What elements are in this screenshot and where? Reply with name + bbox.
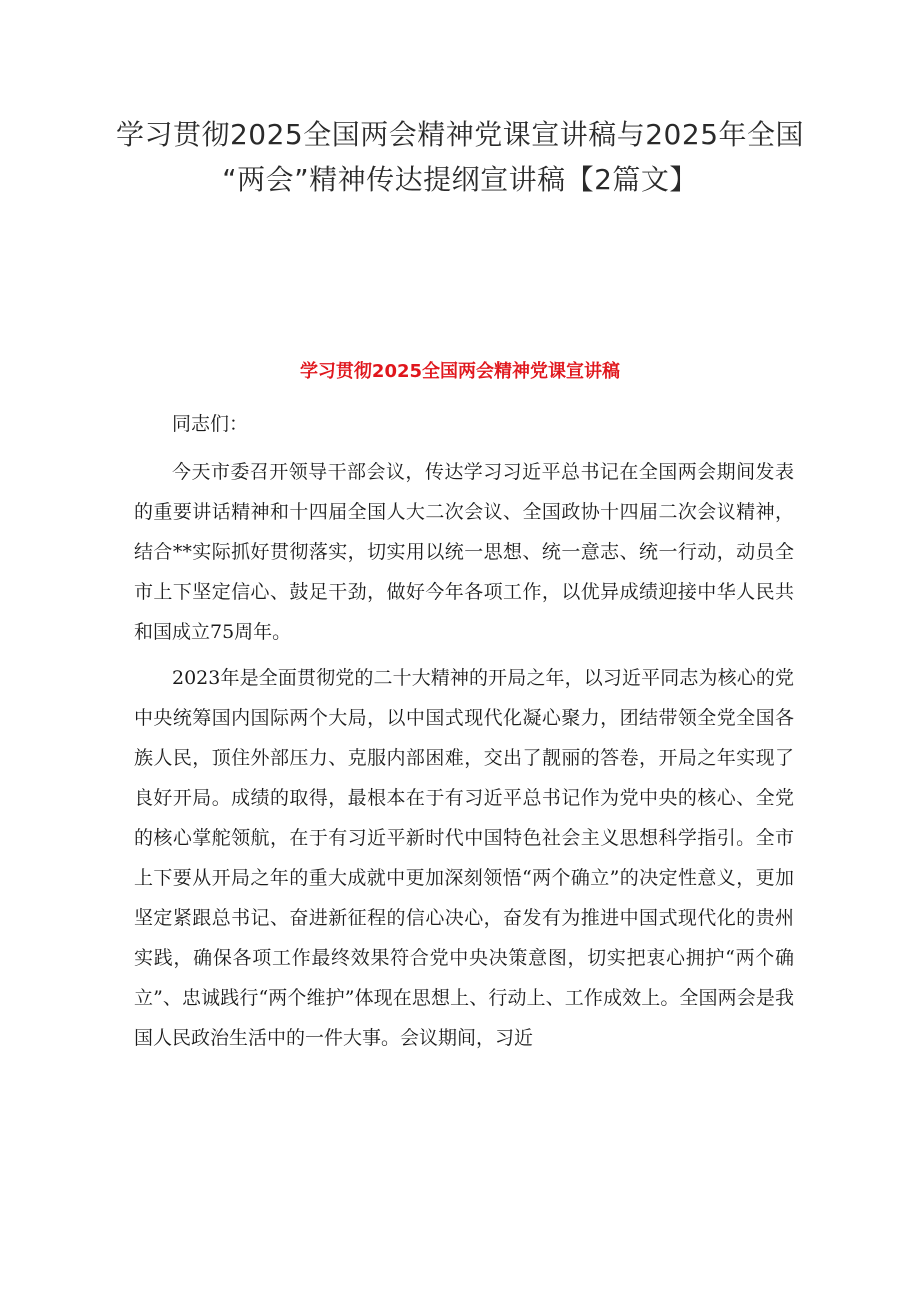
body-paragraph: 今天市委召开领导干部会议，传达学习习近平总书记在全国两会期间发表的重要讲话精神和十四届全国人大二次会议、全国政协十四届二次会议精神，结合**实际抓好贯彻落实，切实用以统一思想、统一意志、统一行动，动员全市上下坚定信心、鼓足干劲，做好今年各项工作，以优异成绩迎接中华人民共和国成立75周年。 (134, 461, 794, 643)
document-title-line-1: 学习贯彻2025全国两会精神党课宣讲稿与2025年全国 (115, 118, 805, 151)
document-title (110, 112, 810, 202)
salutation: 同志们： (172, 413, 249, 435)
section-heading: 学习贯彻2025全国两会精神党课宣讲稿 (299, 361, 621, 382)
body-paragraph: 2023年是全面贯彻党的二十大精神的开局之年，以习近平同志为核心的党中央统筹国内国际两个大局，以中国式现代化凝心聚力，团结带领全党全国各族人民，顶住外部压力、克服内部困难，交出了靓丽的答卷，开局之年实现了良好开局。成绩的取得，最根本在于有习近平总书记作为党中央的核心、全党的核心掌舵领航，在于有习近平新时代中国特色社会主义思想科学指引。全市上下要从开局之年的重大成就中更加深刻领悟“两个确立”的决定性意义，更加坚定紧跟总书记、奋进新征程的信心决心，奋发有为推进中国式现代化的贵州实践，确保各项工作最终效果符合党中央决策意图，切实把衷心拥护“两个确立”、忠诚践行“两个维护”体现在思想上、行动上、工作成效上。全国两会是我国人民政治生活中的一件大事。会议期间，习近 (134, 667, 794, 1049)
document-title-line-2: “两会”精神传达提纲宣讲稿【2篇文】 (222, 163, 698, 196)
document-body (134, 404, 794, 1064)
